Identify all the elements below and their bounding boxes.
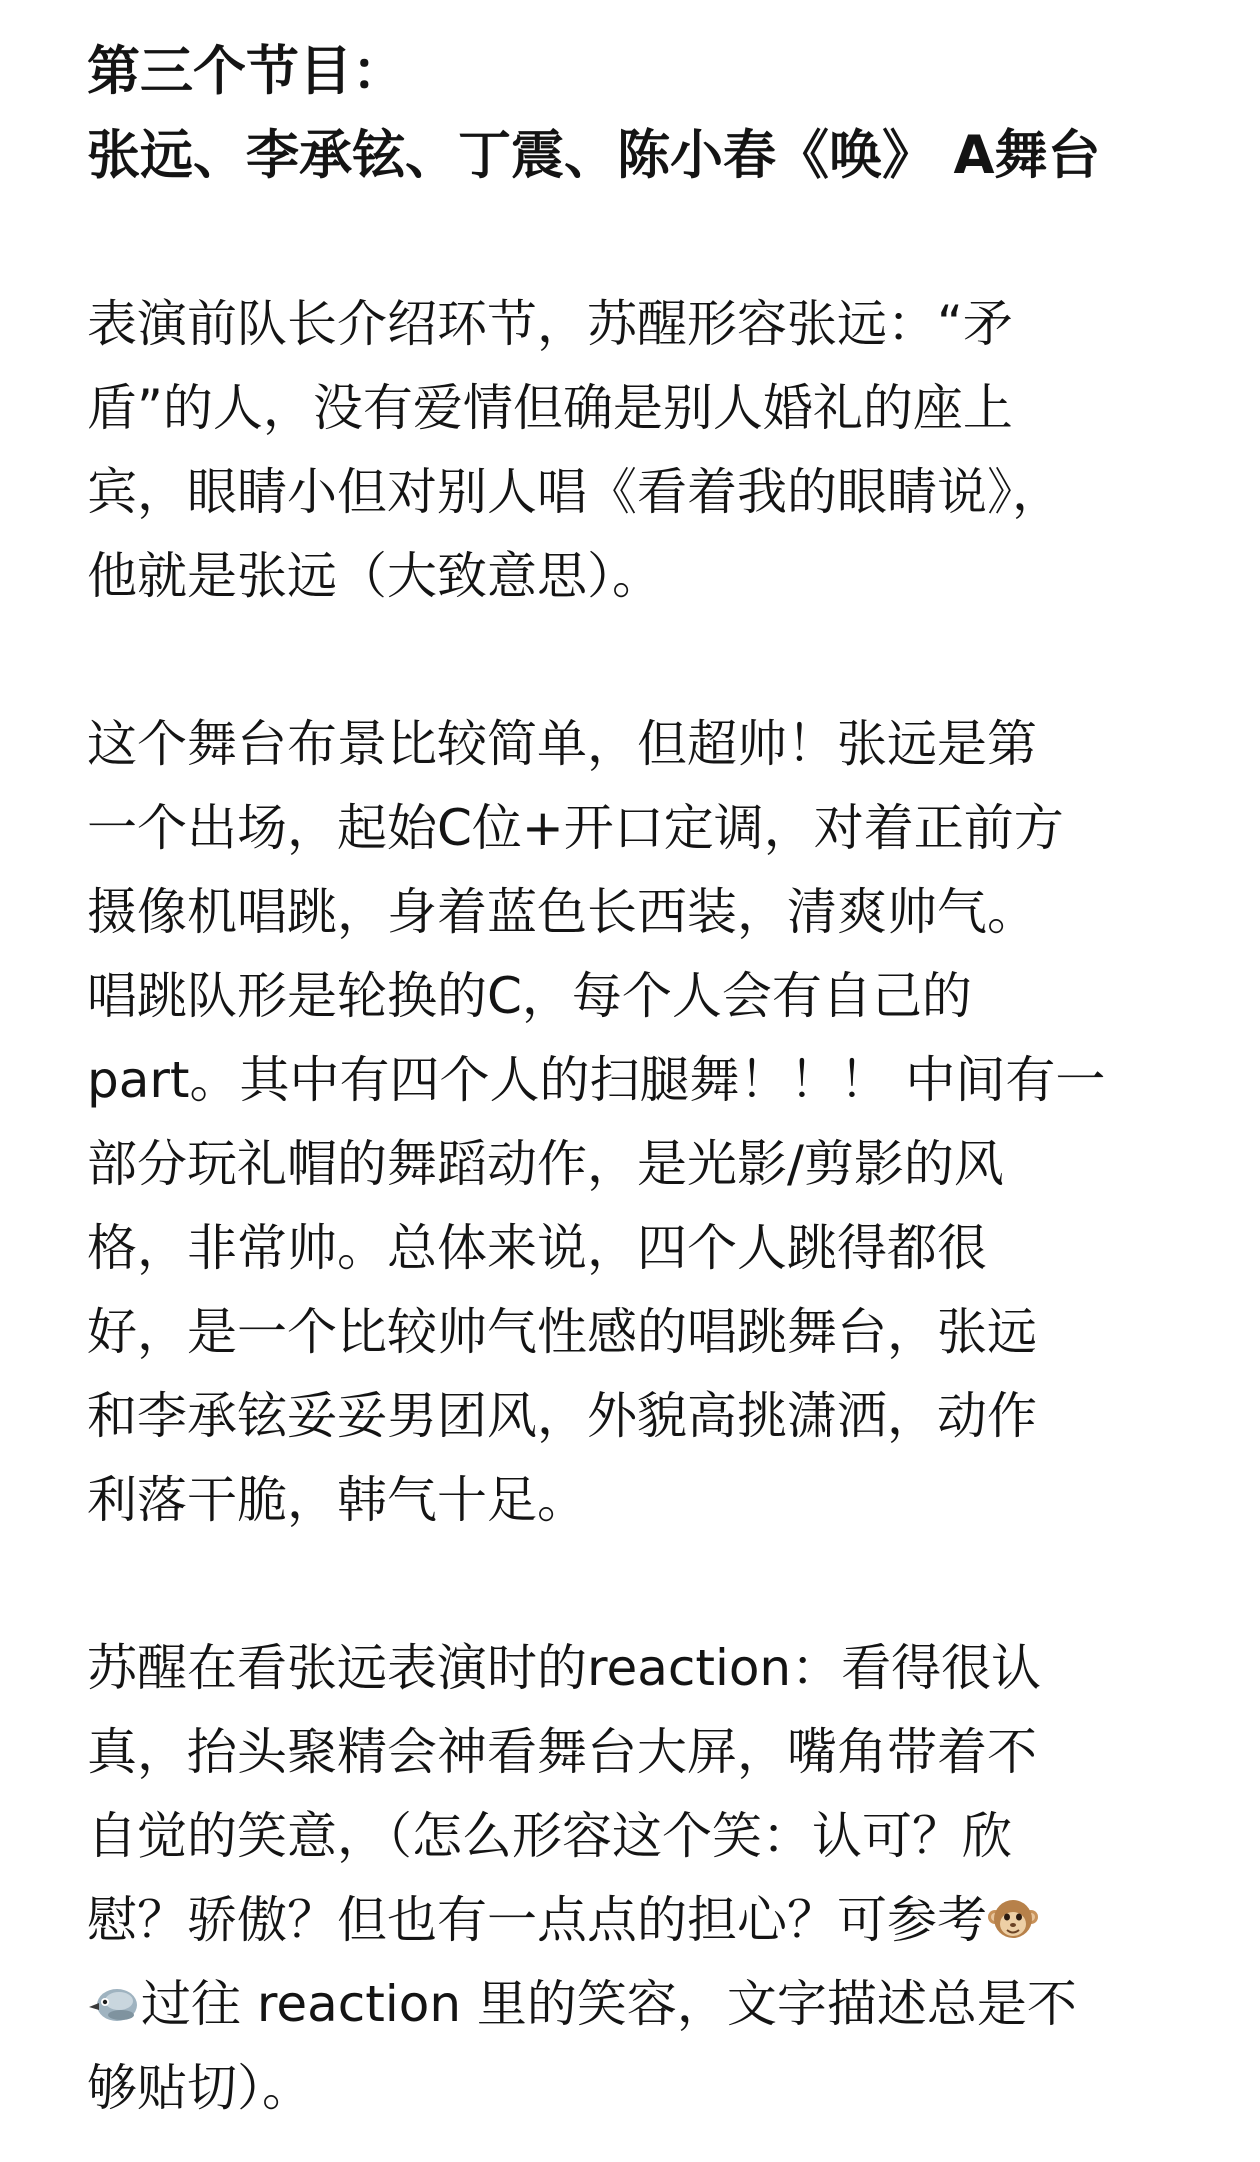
text-line: 和李承铉妥妥男团风，外貌高挑潇洒，动作 (87, 1387, 1037, 1445)
text-line: 部分玩礼帽的舞蹈动作，是光影/剪影的风 (87, 1135, 1004, 1193)
text-line: 盾”的人，没有爱情但确是别人婚礼的座上 (87, 379, 1013, 437)
text-line (87, 1878, 1260, 1962)
text-segment: 慰？骄傲？但也有一点点的担心？可参考 (87, 1891, 987, 1949)
text-line: 宾，眼睛小但对别人唱《看着我的眼睛说》， (87, 463, 1062, 521)
bird-head-icon (87, 1970, 141, 2054)
text-line: 这个舞台布景比较简单，但超帅！张远是第 (87, 715, 1037, 773)
text-line: 苏醒在看张远表演时的reaction：看得很认 (87, 1639, 1042, 1697)
text-line: 一个出场，起始C位+开口定调，对着正前方 (87, 799, 1064, 857)
paragraph-stage (87, 702, 1260, 1542)
monkey-face-icon (987, 1886, 1039, 1970)
paragraph-spacer (87, 1542, 1260, 1626)
paragraph-reaction (87, 1626, 1260, 2130)
text-line: part。其中有四个人的扫腿舞！！！ 中间有一 (87, 1051, 1106, 1109)
text-line: 自觉的笑意，（怎么形容这个笑：认可？欣 (87, 1807, 1012, 1865)
text-line: 摄像机唱跳，身着蓝色长西装，清爽帅气。 (87, 883, 1037, 941)
text-line: 格，非常帅。总体来说，四个人跳得都很 (87, 1219, 987, 1277)
paragraph-spacer (87, 198, 1260, 282)
text-segment: 过往 reaction 里的笑容，文字描述总是不 (141, 1975, 1077, 2033)
text-line: 真，抬头聚精会神看舞台大屏，嘴角带着不 (87, 1723, 1037, 1781)
text-line: 他就是张远（大致意思）。 (87, 547, 662, 605)
text-line (87, 1962, 1260, 2046)
text-line: 好，是一个比较帅气性感的唱跳舞台，张远 (87, 1303, 1037, 1361)
program-performers: 张远、李承铉、丁震、陈小春《唤》 A舞台 (87, 125, 1101, 186)
text-line: 唱跳队形是轮换的C，每个人会有自己的 (87, 967, 972, 1025)
text-line: 够贴切）。 (87, 2059, 312, 2117)
text-line: 利落干脆，韩气十足。 (87, 1471, 587, 1529)
paragraph-spacer (87, 618, 1260, 702)
text-line: 表演前队长介绍环节，苏醒形容张远：“矛 (87, 295, 1013, 353)
program-title: 第三个节目： (87, 41, 405, 102)
paragraph-intro (87, 282, 1260, 618)
